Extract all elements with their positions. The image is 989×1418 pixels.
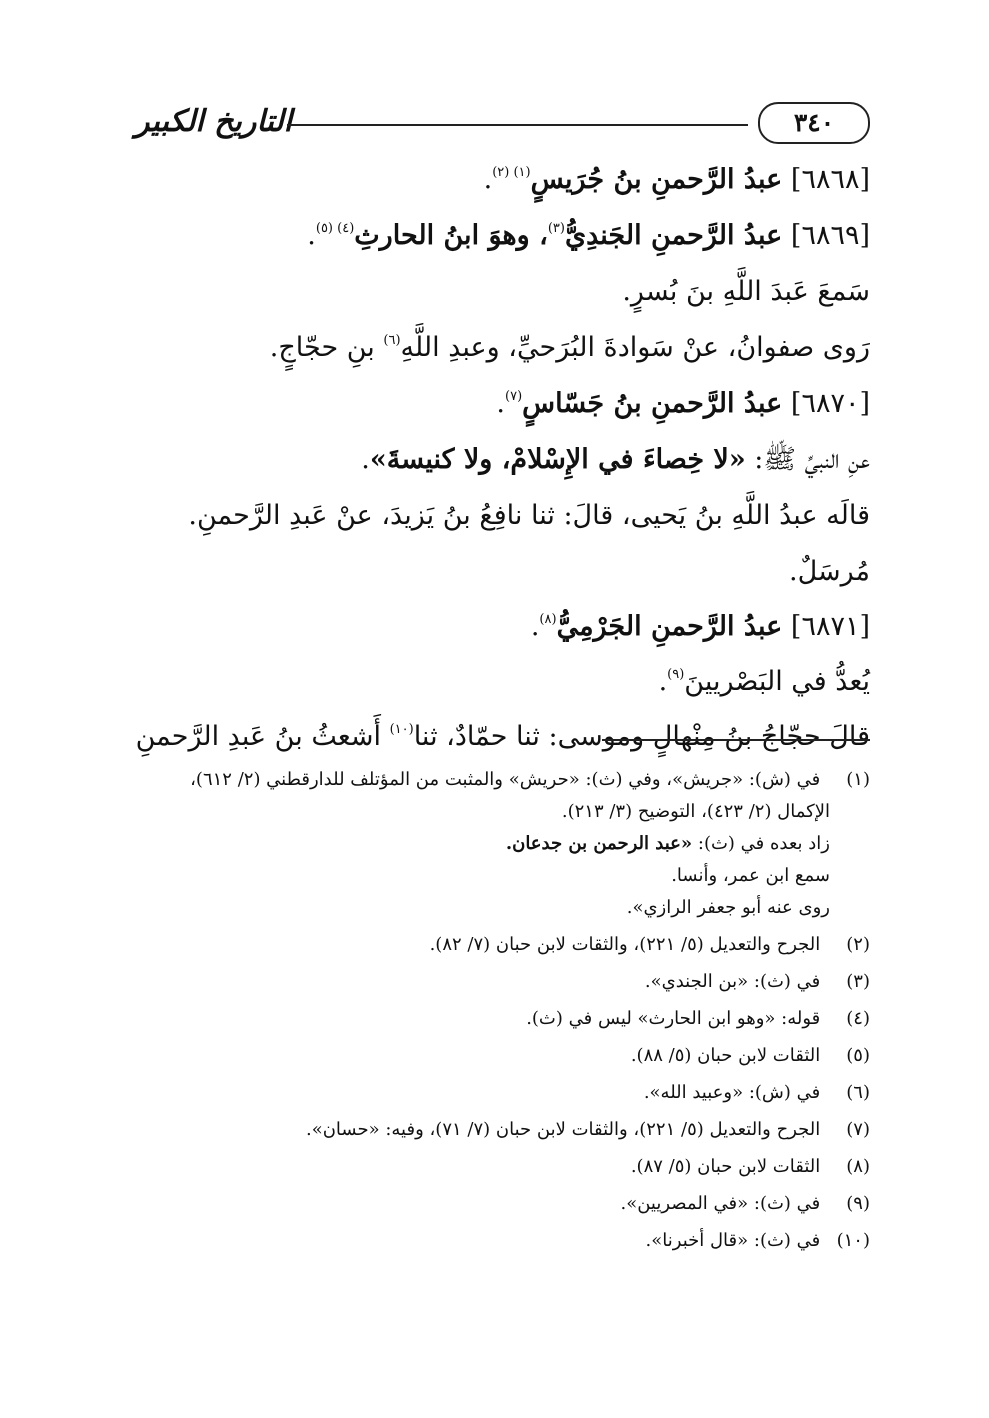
page-header — [135, 100, 870, 152]
footnote-text: الثقات لابن حبان (٥/ ٨٧). — [630, 1156, 821, 1177]
footnote-number: (٢) — [846, 934, 870, 955]
text-line: قالَه عبدُ اللَّهِ بنُ يَحيى، قالَ: ثنا نافِعُ بنُ يَزيدَ، عنْ عَبدِ الرَّحمنِ. — [188, 500, 870, 531]
footnote-bold-text: «عبد الرحمن بن جدعان. — [505, 833, 693, 854]
footnote-text: في (ث): «في المصريين». — [620, 1193, 821, 1214]
footnote-text: في (ث): «بن الجندي». — [644, 971, 821, 992]
footnote-text: في (ش): «وعبيد الله». — [643, 1082, 821, 1103]
footnote-1-cont — [126, 828, 870, 860]
footnote-6 — [126, 1077, 870, 1109]
footnote-10 — [126, 1225, 870, 1257]
hadith-line — [126, 432, 870, 488]
footnote-number: (٧) — [846, 1119, 870, 1140]
text-line — [126, 654, 870, 709]
entry-6871 — [126, 599, 870, 654]
footnote-ref: (١٠) — [389, 722, 414, 737]
entry-6869 — [126, 208, 870, 264]
footnote-text: الجرح والتعديل (٥/ ٢٢١)، والثقات لابن حبان (٧/ ٧١)، وفيه: «حسان». — [305, 1119, 821, 1140]
footnote-ref: (٧) — [505, 389, 523, 404]
footnote-number: (٣) — [846, 971, 870, 992]
text-segment: عنِ النبيِّ ﷺ: — [745, 444, 870, 475]
entry-end: . — [483, 164, 493, 195]
footnote-ref: (٦) — [383, 333, 401, 348]
footnote-number: (٤) — [846, 1008, 870, 1029]
entry-end: . — [530, 611, 540, 642]
footnote-7 — [126, 1114, 870, 1146]
footnote-number: (١) — [846, 769, 870, 790]
text-line — [126, 709, 870, 764]
entry-name: عبدُ الرَّحمنِ بنُ جَسّاسٍ — [522, 388, 783, 419]
footnote-separator — [602, 739, 870, 741]
footnotes — [126, 764, 870, 1257]
footnote-1 — [126, 764, 870, 796]
book-title: التاريخ الكبير — [135, 104, 293, 139]
page-number: ٣٤٠ — [758, 102, 870, 144]
footnote-number: (٨) — [846, 1156, 870, 1177]
footnote-number: (١٠) — [836, 1230, 870, 1251]
entry-name: عبدُ الرَّحمنِ الجَرْمِيُّ — [556, 611, 783, 642]
entry-number: [٦٨٦٩] — [790, 220, 870, 251]
entry-6868 — [126, 152, 870, 208]
text-line: سَمعَ عَبدَ اللَّهِ بنَ بُسرٍ. — [622, 276, 870, 307]
footnote-9 — [126, 1188, 870, 1220]
footnote-ref: (١) (٢) — [492, 165, 531, 180]
footnote-text: في (ث): «قال أخبرنا». — [645, 1230, 821, 1251]
entry-number: [٦٨٦٨] — [790, 164, 870, 195]
footnote-number: (٩) — [846, 1193, 870, 1214]
entry-name-cont: ، وهوَ ابنُ الحارثِ — [354, 220, 548, 251]
hadith-quote: «لا خِصاءَ في الإِسْلامْ، ولا كنيسةَ» — [369, 444, 746, 475]
footnote-3 — [126, 966, 870, 998]
entry-end: . — [496, 388, 506, 419]
footnote-ref: (٩) — [667, 667, 685, 682]
text-line — [126, 320, 870, 376]
footnote-ref: (٣) — [547, 221, 565, 236]
footnote-text: في (ش): «جريش»، وفي (ث): «حريش» والمثبت من المؤتلف للدارقطني (٢/ ٦١٢)، — [190, 769, 821, 790]
footnote-1-cont: الإكمال (٢/ ٤٢٣)، التوضيح (٣/ ٢١٣). — [561, 801, 830, 822]
footnote-5 — [126, 1040, 870, 1072]
footnote-ref: (٨) — [539, 612, 557, 627]
footnote-number: (٦) — [846, 1082, 870, 1103]
text-segment: . — [658, 666, 668, 697]
text-segment: أَشعثُ بنُ عَبدِ الرَّحمنِ — [135, 721, 390, 752]
text-segment: يُعدُّ في البَصْريينَ — [684, 666, 870, 697]
text-segment: بنِ حجّاجٍ. — [269, 332, 384, 363]
text-segment: رَوى صفوانُ، عنْ سَوادةَ البُرَحيِّ، وعبدِ اللَّهِ — [400, 332, 870, 363]
footnote-ref: (٤) (٥) — [315, 221, 355, 236]
footnote-1-cont: روى عنه أبو جعفر الرازي». — [626, 897, 830, 918]
footnote-8 — [126, 1151, 870, 1183]
main-text — [126, 152, 870, 764]
header-rule — [287, 124, 748, 126]
footnote-number: (٥) — [846, 1045, 870, 1066]
text-segment: . — [361, 444, 370, 475]
footnote-1-cont: سمع ابن عمر، وأنسا. — [671, 865, 830, 886]
footnote-text: زاد بعده في (ث): — [692, 833, 830, 854]
text-segment: قالَ حجّاجُ بنُ مِنْهالٍ وموسى: ثنا حمّادٌ، ثنا — [413, 721, 870, 752]
footnote-text: الثقات لابن حبان (٥/ ٨٨). — [630, 1045, 821, 1066]
entry-end: . — [307, 220, 316, 251]
text-line: مُرسَلٌ. — [788, 556, 870, 587]
footnote-2 — [126, 929, 870, 961]
entry-name: عبدُ الرَّحمنِ بنُ جُرَيسٍ — [530, 164, 783, 195]
entry-number: [٦٨٧١] — [790, 611, 870, 642]
entry-name: عبدُ الرَّحمنِ الجَندِيُّ — [564, 220, 783, 251]
entry-6870 — [126, 376, 870, 432]
footnote-4 — [126, 1003, 870, 1035]
footnote-text: قوله: «وهو ابن الحارث» ليس في (ث). — [526, 1008, 821, 1029]
footnote-text: الجرح والتعديل (٥/ ٢٢١)، والثقات لابن حبان (٧/ ٨٢). — [429, 934, 821, 955]
entry-number: [٦٨٧٠] — [790, 388, 870, 419]
